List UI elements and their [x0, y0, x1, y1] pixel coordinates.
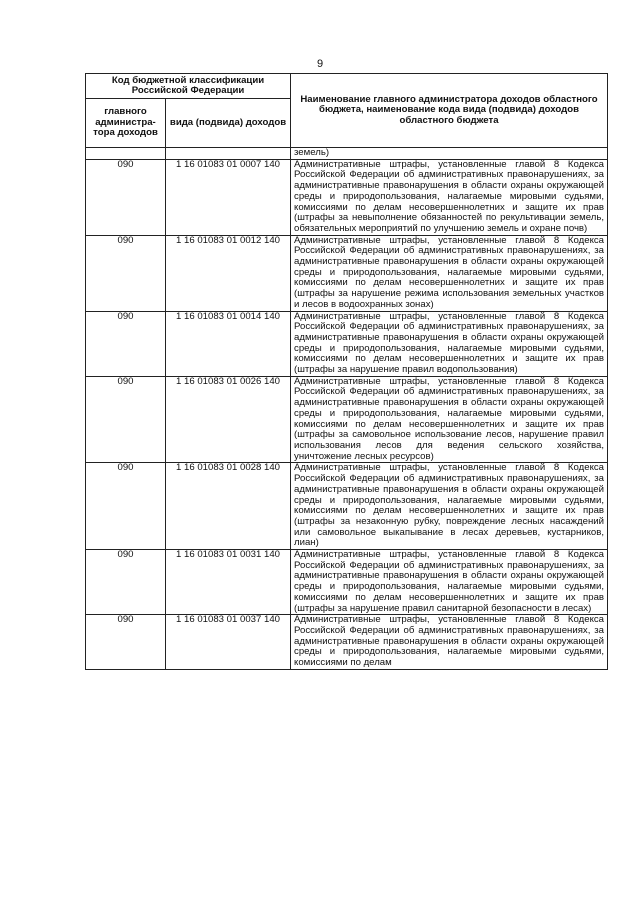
income-name-cell: Административные штрафы, установленные главой 8 Кодекса Российской Федерации об административных правонарушениях, за административные правонарушения в области охраны окружающей среды и природопользования, налагаемые мировыми судьями, комиссиями по делам несовершеннолетних и защите их прав (штрафы за нарушение правил водопользования): [291, 311, 608, 376]
admin-code-cell: 090: [86, 550, 166, 615]
income-code-cell: 1 16 01083 01 0028 140: [166, 463, 291, 550]
table-row: [86, 235, 608, 311]
header-administrator-name: Наименование главного администратора доходов областного бюджета, наименование кода вида (подвида) доходов областного бюджета: [291, 74, 608, 148]
continuation-row: [86, 148, 608, 160]
income-name-cell: Административные штрафы, установленные главой 8 Кодекса Российской Федерации об административных правонарушениях, за административные правонарушения в области охраны окружающей среды и природопользования, налагаемые мировыми судьями, комиссиями по делам несовершеннолетних и защите их прав (штрафы за самовольное использование лесов, нарушение правил использования лесов для ведения сельского хозяйства, уничтожение лесных ресурсов): [291, 376, 608, 463]
income-name-cell: Административные штрафы, установленные главой 8 Кодекса Российской Федерации об административных правонарушениях, за административные правонарушения в области охраны окружающей среды и природопользования, налагаемые мировыми судьями, комиссиями по делам несовершеннолетних и защите их прав (штрафы за нарушение режима использования земельных участков и лесов в водоохранных зонах): [291, 235, 608, 311]
admin-code-cell: 090: [86, 311, 166, 376]
admin-code-cell: 090: [86, 615, 166, 670]
income-code-cell: 1 16 01083 01 0031 140: [166, 550, 291, 615]
income-name-cell: Административные штрафы, установленные главой 8 Кодекса Российской Федерации об административных правонарушениях, за административные правонарушения в области охраны окружающей среды и природопользования, налагаемые мировыми судьями, комиссиями по делам несовершеннолетних и защите их прав (штрафы за незаконную рубку, повреждение лесных насаждений или самовольное выкапывание в лесах деревьев, кустарников, лиан): [291, 463, 608, 550]
table-row: [86, 550, 608, 615]
income-code-cell: 1 16 01083 01 0037 140: [166, 615, 291, 670]
header-main-administrator: главного администра-тора доходов: [86, 99, 166, 148]
header-income-type: вида (подвида) доходов: [166, 99, 291, 148]
admin-code-cell: 090: [86, 159, 166, 235]
table-row: [86, 463, 608, 550]
income-code-cell: 1 16 01083 01 0026 140: [166, 376, 291, 463]
income-name-cell: Административные штрафы, установленные главой 8 Кодекса Российской Федерации об административных правонарушениях, за административные правонарушения в области охраны окружающей среды и природопользования, налагаемые мировыми судьями, комиссиями по делам несовершеннолетних и защите их прав (штрафы за нарушение правил санитарной безопасности в лесах): [291, 550, 608, 615]
table-row: [86, 311, 608, 376]
table-row: [86, 615, 608, 670]
admin-code-cell: 090: [86, 376, 166, 463]
admin-code-cell: 090: [86, 463, 166, 550]
income-name-cell: Административные штрафы, установленные главой 8 Кодекса Российской Федерации об административных правонарушениях, за административные правонарушения в области охраны окружающей среды и природопользования, налагаемые мировыми судьями, комиссиями по делам: [291, 615, 608, 670]
continuation-admin-cell: [86, 148, 166, 160]
income-code-cell: 1 16 01083 01 0007 140: [166, 159, 291, 235]
continuation-code-cell: [166, 148, 291, 160]
admin-code-cell: 090: [86, 235, 166, 311]
budget-classification-table: [85, 73, 608, 670]
table-row: [86, 376, 608, 463]
page-number: 9: [316, 58, 324, 70]
header-classification-code: Код бюджетной классификации Российской Федерации: [86, 74, 291, 99]
table-row: [86, 159, 608, 235]
income-code-cell: 1 16 01083 01 0012 140: [166, 235, 291, 311]
income-name-cell: Административные штрафы, установленные главой 8 Кодекса Российской Федерации об административных правонарушениях, за административные правонарушения в области охраны окружающей среды и природопользования, налагаемые мировыми судьями, комиссиями по делам несовершеннолетних и защите их прав (штрафы за невыполнение обязанностей по рекультивации земель, обязательных мероприятий по улучшению земель и охране почв): [291, 159, 608, 235]
income-code-cell: 1 16 01083 01 0014 140: [166, 311, 291, 376]
continuation-text: земель): [291, 148, 608, 160]
